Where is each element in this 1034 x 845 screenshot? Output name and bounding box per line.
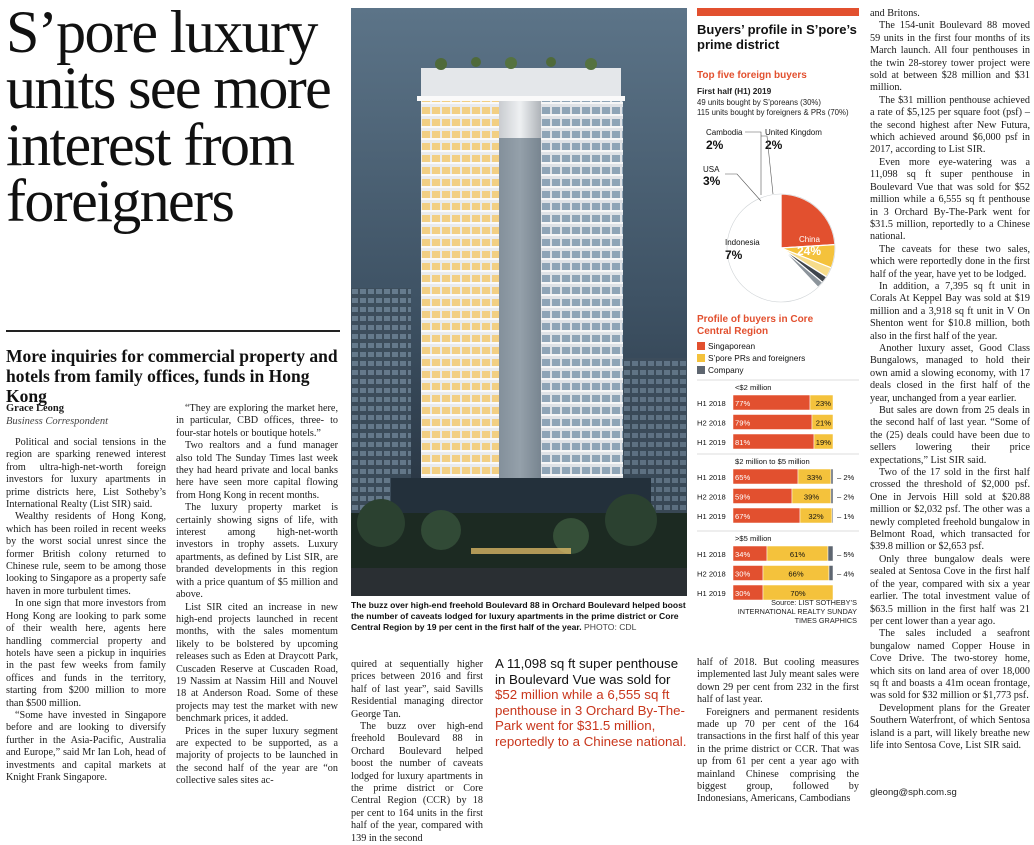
bar-segment bbox=[831, 469, 833, 484]
caption-text: The buzz over high-end freehold Boulevard 88 in Orchard Boulevard helped boost the number of caveats lodged for luxury apartments in the prime district or Core Central Region by 19 per cent in the first half of the year. bbox=[351, 600, 686, 632]
bar-value-label: 21% bbox=[815, 418, 831, 428]
bar-value-label: – 4% bbox=[837, 569, 855, 579]
paragraph: In addition, a 7,395 sq ft unit in Corals At Keppel Bay was sold at $19 million and a 3,918 sq ft unit in V On Shenton went for $10.8 million, both also in the first half of the year. bbox=[870, 280, 1030, 342]
pull-quote bbox=[495, 656, 691, 750]
bar-category-label: H1 2019 bbox=[697, 589, 726, 598]
pull-quote-part-1: A 11,098 sq ft super penthouse in Boulevard Vue was sold for bbox=[495, 656, 679, 687]
bar-chart-title: Profile of buyers in Core Central Region bbox=[697, 314, 814, 337]
paragraph: Only three bungalow deals were sealed at Sentosa Cove in the first half of the year, compared with six a year earlier. The total investment value of $63.5 million in the first half was 21 per cent lower than a year ago. bbox=[870, 553, 1030, 627]
paragraph: quired at sequentially higher prices between 2016 and first half of last year”, said Savills Residential managing director George Tan. bbox=[351, 659, 483, 720]
bar-category-label: H2 2018 bbox=[697, 569, 726, 579]
bar-value-label: – 1% bbox=[837, 512, 855, 521]
bar-value-label: – 2% bbox=[837, 492, 855, 502]
author-role: Business Correspondent bbox=[6, 415, 108, 427]
bar-value-label: 61% bbox=[789, 550, 806, 559]
paragraph: The 154-unit Boulevard 88 moved 59 units in the first four months of its March launch. All four penthouses in the twin 28-storey tower project were sold at between $28 million and $31 million. bbox=[870, 20, 1030, 94]
byline bbox=[6, 403, 166, 429]
paragraph: The $31 million penthouse achieved a rate of $5,125 per square foot (psf) – the second highest after New Futura, which achieved around $6,000 psf in 2017, according to List SIR. bbox=[870, 94, 1030, 156]
paragraph: Development plans for the Greater Southern Waterfront, of which Sentosa island is a part, will likely breathe new life into Sentosa Cove, List SIR said. bbox=[870, 702, 1030, 751]
bar-value-label: – 5% bbox=[837, 550, 855, 559]
pie-label-usa: USA bbox=[703, 165, 720, 174]
tower-illustration bbox=[351, 8, 687, 596]
bar-value-label: 66% bbox=[788, 569, 804, 579]
bar-value-label: 33% bbox=[806, 473, 823, 482]
infographic-title: Buyers’ profile in S’pore’s prime district bbox=[697, 22, 857, 52]
paragraph: “They are exploring the market here, in particular, CBD offices, three- to four-star hotels or boutique hotels.” bbox=[176, 403, 338, 439]
bar-chart bbox=[697, 8, 859, 648]
paragraph: Another luxury asset, Good Class Bungalows, managed to hold their own amid a slowing economy, with 17 deals closed in the first half of the year, unchanged from a year earlier. bbox=[870, 342, 1030, 404]
legend-item-company: Company bbox=[697, 365, 744, 375]
bar-value-label: 19% bbox=[815, 438, 831, 447]
paragraph: List SIR cited an increase in new high-end projects launched in recent months, with the sales momentum likely to be bolstered by upcoming releases such as Eden at Draycott Park, Cuscaden Reserve at Cuscaden Road, 19 Nassim at Nassim Hill and Nouvel 18 at Anderson Road. Some of these projects may test the market with new benchmark prices, it added. bbox=[176, 601, 338, 725]
bar-category-label: H1 2018 bbox=[697, 550, 726, 559]
bar-segment bbox=[832, 508, 833, 523]
bar-value-label: 30% bbox=[735, 569, 751, 579]
divider bbox=[6, 330, 340, 332]
author-email: gleong@sph.com.sg bbox=[870, 787, 957, 798]
bar-category-label: H2 2018 bbox=[697, 418, 726, 428]
building-photo bbox=[351, 8, 687, 596]
bar-value-label: 77% bbox=[735, 399, 751, 408]
pie-chart-title: Top five foreign buyers bbox=[697, 70, 807, 81]
paragraph: half of 2018. But cooling measures implemented last July meant sales were down 29 per cent from 232 in the first half of last year. bbox=[697, 657, 859, 706]
paragraph: Even more eye-watering was a 11,098 sq ft super penthouse in Boulevard Vue that was sold for $52 million while a 6,555 sq ft penthouse in 3 Orchard By-The-Park went for $31.5 million, reportedly to a Chinese national. bbox=[870, 156, 1030, 243]
paragraph: Political and social tensions in the region are sparking renewed interest from ultra-high-net-worth foreign investors for luxury apartments in prime districts here, List Sotheby’s International Realty (List SIR) said. bbox=[6, 437, 166, 511]
bar-value-label: 34% bbox=[735, 550, 751, 559]
bar-value-label: 67% bbox=[735, 512, 751, 521]
bar-value-label: – 2% bbox=[837, 473, 855, 482]
bar-category-label: H2 2018 bbox=[697, 492, 726, 502]
bar-segment bbox=[831, 489, 833, 504]
pie-value-cambodia: 2% bbox=[706, 138, 724, 152]
pie-note-2: 115 units bought by foreigners & PRs (70%) bbox=[697, 108, 849, 117]
bar-category-label: H1 2019 bbox=[697, 512, 726, 521]
infographic bbox=[697, 8, 859, 648]
bar-value-label: 23% bbox=[815, 399, 831, 408]
bar-value-label: 59% bbox=[735, 492, 751, 502]
headline: S’pore luxury units see more interest from foreigners bbox=[6, 0, 331, 235]
bar-value-label: 81% bbox=[735, 438, 751, 447]
chart-source: Source: LIST SOTHEBY’S INTERNATIONAL REALTY SUNDAY TIMES GRAPHICS bbox=[737, 598, 857, 625]
paragraph: The buzz over high-end freehold Boulevard 88 in Orchard Boulevard helped boost the number of caveats lodged for luxury apartments in the prime district or Core Central Region (CCR) by 18 per cent to 164 units in the first half of the year, compared with 139 in the second bbox=[351, 721, 483, 844]
article-column-5 bbox=[697, 657, 859, 805]
legend-item-singaporean: Singaporean bbox=[697, 341, 755, 351]
bar-segment bbox=[828, 546, 833, 561]
bar-group-label: >$5 million bbox=[735, 534, 772, 543]
bar-value-label: 30% bbox=[735, 589, 751, 598]
paragraph: The luxury property market is certainly showing signs of life, with interest among high-net-worth investors in trophy assets. Luxury apartments, as defined by List SIR, are branded developments in this region with a price quantum of $5 million and above. bbox=[176, 502, 338, 601]
pie-label-cambodia: Cambodia bbox=[706, 128, 743, 137]
article-column-6 bbox=[870, 8, 1030, 788]
bar-category-label: H1 2018 bbox=[697, 473, 726, 482]
bar-category-label: H1 2019 bbox=[697, 438, 726, 447]
pie-label-indonesia: Indonesia bbox=[725, 238, 760, 247]
bar-value-label: 65% bbox=[735, 473, 751, 482]
pie-period: First half (H1) 2019 bbox=[697, 86, 772, 96]
pie-label-china: China bbox=[799, 235, 820, 244]
bar-value-label: 32% bbox=[808, 512, 824, 521]
paragraph: But sales are down from 25 deals in the second half of last year. “Some of the (25) deals could have been due to sellers lowering their price expectations,” List SIR said. bbox=[870, 405, 1030, 466]
subheadline: More inquiries for commercial property and hotels from family offices, funds in Hong Kong bbox=[6, 346, 338, 407]
bar-segment bbox=[829, 566, 833, 581]
article-column-1 bbox=[6, 437, 166, 799]
pie-note-1: 49 units bought by S’poreans (30%) bbox=[697, 98, 821, 107]
author-name: Grace Leong bbox=[6, 403, 65, 414]
paragraph: Two realtors and a fund manager also told The Sunday Times last week they had heard private and local banks here have seen more capital flowing from Hong Kong in recent months. bbox=[176, 440, 338, 501]
paragraph: “Some have invested in Singapore before and are looking to diversify further in the Asia-Pacific, Australia and Europe,” said Mr Ian Loh, head of investments and capital markets at Knight Frank Singapore. bbox=[6, 709, 166, 783]
photo-caption bbox=[351, 600, 687, 633]
bar-value-label: 70% bbox=[790, 589, 806, 598]
legend-item-foreign: S’pore PRs and foreigners bbox=[697, 353, 805, 363]
paragraph: Two of the 17 sold in the first half crossed the threshold of $2,000 psf. One in Jervois Hill sold at $20.88 million or $2,032 psf. The other was a newly completed freehold bungalow in Belmont Road, which transacted for $39.8 million or $2,653 psf. bbox=[870, 467, 1030, 553]
paragraph: Prices in the super luxury segment are expected to be supported, as a majority of projects to be launched in the second half of the year are “on collective sales sites ac- bbox=[176, 725, 338, 787]
pie-value-china: 24% bbox=[797, 244, 822, 258]
paragraph: and Britons. bbox=[870, 8, 920, 19]
pie-value-uk: 2% bbox=[765, 138, 783, 152]
paragraph: The caveats for these two sales, which were reportedly done in the first half of the year, have yet to be lodged. bbox=[870, 243, 1030, 280]
paragraph: In one sign that more investors from Hong Kong are looking to park some of their wealth here, agents here handling commercial property and hotels have seen a pickup in inquiries in the past few weeks from family offices and funds in the territory, starting from $200 million to more than $500 million. bbox=[6, 598, 166, 709]
photo-credit: PHOTO: CDL bbox=[584, 622, 637, 632]
bar-category-label: H1 2018 bbox=[697, 399, 726, 408]
bar-group-label: $2 million to $5 million bbox=[735, 457, 810, 466]
bar-value-label: 39% bbox=[803, 492, 820, 502]
paragraph: Foreigners and permanent residents made up 70 per cent of the 164 transactions in the first half of this year in the prime district or CCR. That was up from 61 per cent a year ago with mainland Chinese comprising the biggest group, followed by Indonesians, Americans, Cambodians bbox=[697, 706, 859, 805]
paragraph: The sales included a seafront bungalow named Copper House in Cove Drive. The two-storey home, which sits on land area of over 18,000 sq ft and boasts a 41m ocean frontage, was sold for $32 million or $1,773 psf. bbox=[870, 628, 1030, 702]
paragraph: Wealthy residents of Hong Kong, which has been roiled in recent weeks by the worst social unrest since the former British colony returned to Chinese rule, seem to be among those looking to Singapore as a property safe haven in more turbulent times. bbox=[6, 511, 166, 597]
bar-value-label: 79% bbox=[735, 418, 751, 428]
pull-quote-part-2: $52 million while a 6,555 sq ft penthouse in 3 Orchard By-The-Park went for $31.5 million, reportedly to a Chinese national. bbox=[495, 687, 687, 749]
pie-value-usa: 3% bbox=[703, 174, 721, 188]
bar-group-label: <$2 million bbox=[735, 383, 772, 392]
article-column-2 bbox=[176, 403, 338, 799]
pie-value-indonesia: 7% bbox=[725, 248, 743, 262]
article-column-3 bbox=[351, 659, 483, 844]
pie-label-uk: United Kingdom bbox=[765, 128, 822, 137]
